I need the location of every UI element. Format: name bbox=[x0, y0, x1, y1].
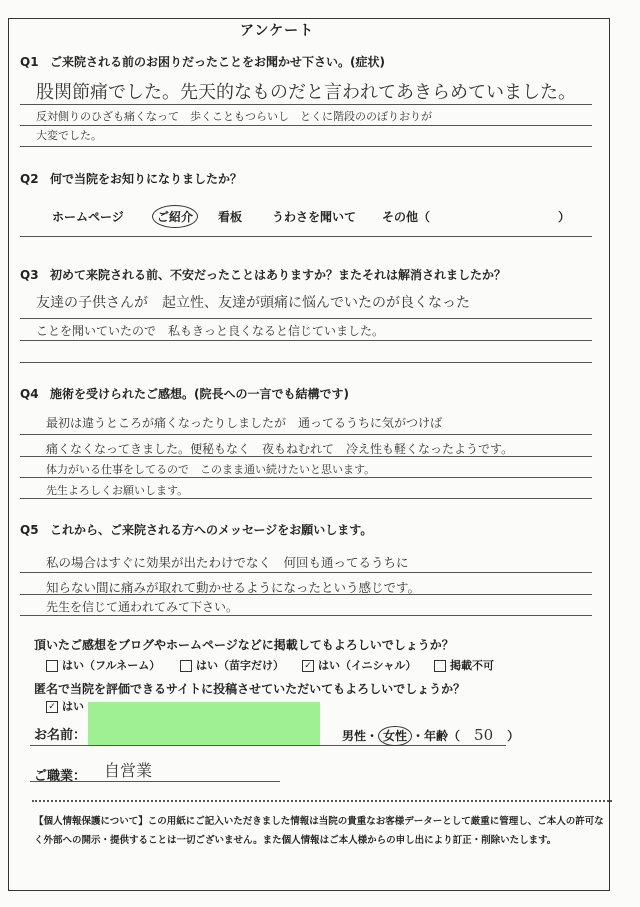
q2-option-homepage[interactable]: ホームページ bbox=[52, 210, 124, 224]
checkbox-unchecked-icon[interactable] bbox=[46, 660, 58, 672]
answer-rule bbox=[20, 362, 592, 363]
gender-age-row bbox=[342, 726, 519, 744]
answer-rule bbox=[20, 146, 592, 147]
answer-rule bbox=[20, 434, 592, 435]
q1-answer-line1: 股関節痛でした。先天的なものだと言われてあきらめていました。 bbox=[36, 82, 576, 103]
checkbox-unchecked-icon[interactable] bbox=[180, 660, 192, 672]
q4-question bbox=[20, 385, 349, 402]
q5-question bbox=[20, 521, 372, 538]
consent-surname-label: はい（苗字だけ） bbox=[196, 659, 284, 672]
q1-question bbox=[20, 53, 385, 70]
age-label: ・年齢（ bbox=[412, 729, 461, 743]
occupation-label: ご職業： bbox=[34, 769, 87, 784]
q2-option-referral[interactable]: ご紹介 bbox=[152, 205, 198, 228]
q4-number: Q4 bbox=[20, 387, 39, 401]
q1-answer-line3: 大変でした。 bbox=[36, 129, 102, 142]
q3-answer-line2: ことを聞いていたので 私もきっと良くなると信じていました。 bbox=[36, 324, 385, 338]
q5-answer-line1: 私の場合はすぐに効果が出たわけでなく 何回も通ってるうちに bbox=[46, 555, 409, 570]
answer-rule bbox=[20, 340, 592, 341]
answer-rule bbox=[20, 594, 592, 595]
occupation-value[interactable]: 自営業 bbox=[104, 761, 153, 780]
q4-answer-line2: 痛くなくなってきました。便秘もなく 夜もねむれて 冷え性も軽くなったようです。 bbox=[46, 442, 514, 456]
answer-rule bbox=[20, 615, 592, 616]
checkbox-checked-icon[interactable]: ✓ bbox=[46, 701, 58, 713]
answer-rule bbox=[20, 104, 592, 105]
review-site-yes-label: はい bbox=[62, 700, 84, 713]
q3-text: 初めて来院される前、不安だったことはありますか？またそれは解消されましたか？ bbox=[50, 268, 507, 282]
q2-option-other-close: ） bbox=[558, 210, 571, 224]
q5-number: Q5 bbox=[20, 523, 39, 537]
review-site-yes-option[interactable] bbox=[46, 698, 84, 714]
consent-initial-label: はい（イニシャル） bbox=[318, 659, 417, 672]
consent-decline-label: 掲載不可 bbox=[450, 659, 494, 672]
q1-number: Q1 bbox=[20, 55, 39, 69]
answer-rule bbox=[20, 572, 592, 573]
q2-text: 何で当院をお知りになりましたか？ bbox=[50, 172, 243, 186]
name-underline bbox=[30, 745, 506, 746]
occupation-underline bbox=[30, 781, 280, 782]
q2-number: Q2 bbox=[20, 172, 39, 186]
q5-text: これから、ご来院される方へのメッセージをお願いします。 bbox=[50, 523, 373, 537]
checkbox-unchecked-icon[interactable] bbox=[434, 660, 446, 672]
review-site-consent-question: 匿名で当院を評価できるサイトに投稿させていただいてもよろしいでしょうか？ bbox=[34, 682, 466, 696]
q4-answer-line4: 先生よろしくお願いします。 bbox=[46, 484, 189, 497]
name-label: お名前： bbox=[34, 728, 87, 743]
q4-text: 施術を受けられたご感想。(院長への一言でも結構です) bbox=[50, 387, 349, 401]
dotted-divider bbox=[32, 800, 612, 802]
answer-rule bbox=[20, 318, 592, 319]
answer-rule bbox=[20, 477, 592, 478]
q2-option-other[interactable]: その他（ bbox=[382, 210, 431, 224]
q2-option-rumor[interactable]: うわさを聞いて bbox=[272, 210, 357, 224]
q2-question bbox=[20, 170, 242, 187]
age-value[interactable]: 50 bbox=[474, 726, 494, 744]
age-close: ） bbox=[507, 729, 520, 743]
answer-rule bbox=[20, 125, 592, 126]
q3-question bbox=[20, 266, 506, 283]
consent-fullname-label: はい（フルネーム） bbox=[62, 659, 161, 672]
gender-female-selected[interactable]: 女性 bbox=[378, 726, 412, 746]
gender-male-label: 男性・ bbox=[342, 729, 379, 743]
q5-answer-line3: 先生を信じて通われてみて下さい。 bbox=[46, 600, 239, 614]
q3-answer-line1: 友達の子供さんが 起立性、友達が頭痛に悩んでいたのが良くなった bbox=[36, 295, 470, 311]
q4-answer-line1: 最初は違うところが痛くなったりしましたが 通ってるうちに気がつけば bbox=[46, 416, 443, 430]
answer-rule bbox=[20, 236, 592, 237]
privacy-notice: 【個人情報保護について】この用紙にご記入いただきました情報は当院の貴重なお客様データーとして厳重に管理し、ご本人の許可なく外部への開示・提供することは一切ございません。また個人情報はご本人様からの申し出により訂正・削除いたします。 bbox=[34, 816, 604, 846]
consent-decline-option[interactable] bbox=[434, 657, 494, 673]
q4-answer-line3: 体力がいる仕事をしてるので このまま通い続けたいと思います。 bbox=[46, 463, 376, 476]
q1-text: ご来院される前のお困りだったことをお聞かせ下さい。(症状) bbox=[50, 55, 385, 69]
q3-number: Q3 bbox=[20, 268, 39, 282]
checkbox-checked-icon[interactable]: ✓ bbox=[302, 660, 314, 672]
name-redaction bbox=[88, 702, 320, 746]
q5-answer-line2: 知らない間に痛みが取れて動かせるようになったという感じです。 bbox=[46, 580, 421, 595]
q1-answer-line2: 反対側りのひざも痛くなって 歩くこともつらいし とくに階段ののぼりおりが bbox=[36, 110, 432, 123]
publish-consent-question: 頂いたご感想をブログやホームページなどに掲載してもよろしいでしょうか？ bbox=[34, 638, 454, 652]
consent-fullname-option[interactable] bbox=[46, 657, 160, 673]
answer-rule bbox=[20, 498, 592, 499]
q2-option-signboard[interactable]: 看板 bbox=[218, 210, 243, 224]
answer-rule bbox=[20, 456, 592, 457]
form-title: アンケート bbox=[240, 23, 315, 39]
consent-surname-option[interactable] bbox=[180, 657, 284, 673]
consent-initial-option[interactable] bbox=[302, 657, 416, 673]
